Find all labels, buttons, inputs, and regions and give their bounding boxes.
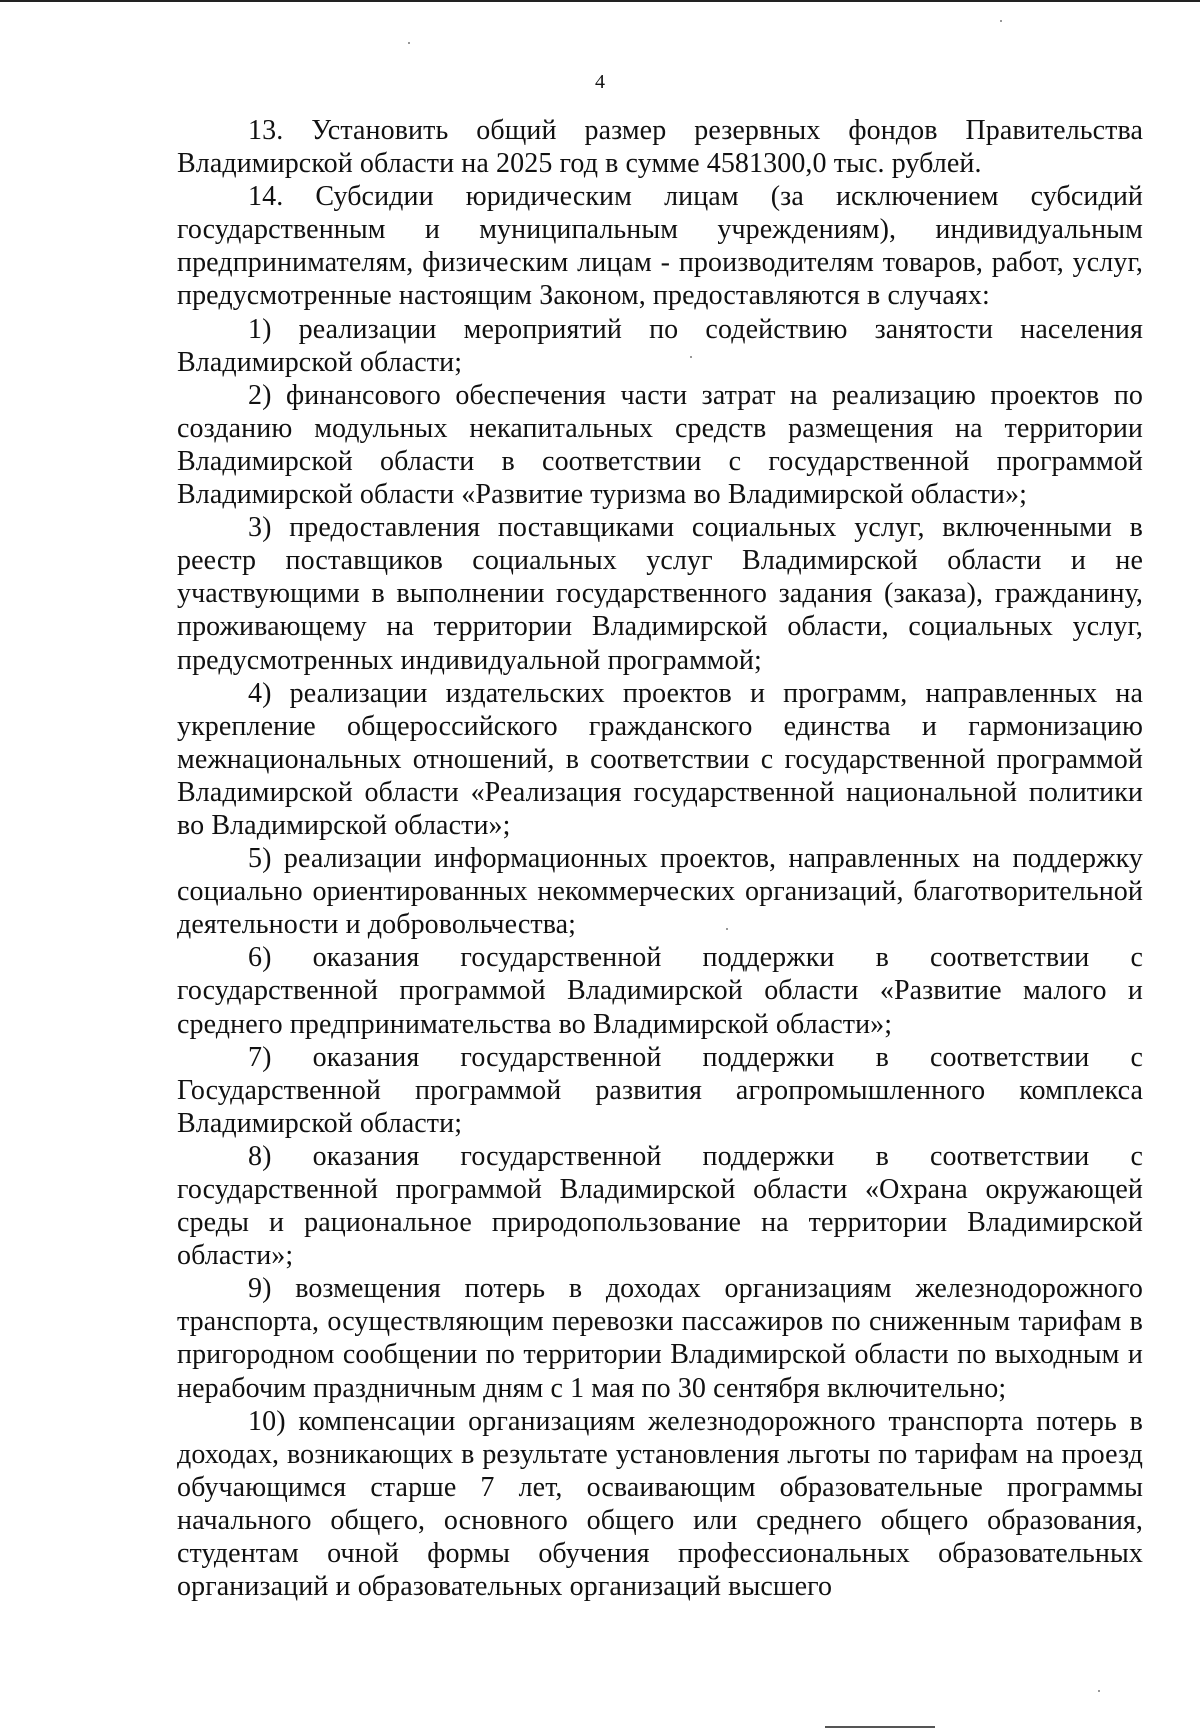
page-number: 4: [595, 71, 605, 93]
list-item-3: 3) предоставления поставщиками социальных услуг, включенными в реестр поставщиков социальных услуг Владимирской области и не участвующими в выполнении государственного задания (заказа), гражданину, проживающему на территории Владимирской области, социальных услуг, предусмотренных индивидуальной программой;: [177, 512, 1143, 676]
list-item-10: 10) компенсации организациям железнодорожного транспорта потерь в доходах, возникающих в результате установления льготы по тарифам на проезд обучающимся старше 7 лет, осваивающим образовательные программы начального общего, основного общего или среднего общего образования, студентам очной формы обучения профессиональных образовательных организаций и образовательных организаций высшего: [177, 1405, 1143, 1603]
scan-speck: [1000, 20, 1002, 22]
top-edge-rule: [0, 0, 1200, 2]
bottom-edge-mark: [825, 1726, 935, 1728]
paragraph-14: 14. Субсидии юридическим лицам (за исключением субсидий государственным и муниципальным учреждениям), индивидуальным предпринимателям, физическим лицам - производителям товаров, работ, услуг, предусмотренные настоящим Законом, предоставляются в случаях:: [177, 181, 1143, 312]
list-item-2: 2) финансового обеспечения части затрат на реализацию проектов по созданию модульных некапитальных средств размещения на территории Владимирской области в соответствии с государственной программой Владимирской области «Развитие туризма во Владимирской области»;: [177, 379, 1143, 511]
scan-speck: [726, 928, 728, 930]
list-item-8: 8) оказания государственной поддержки в соответствии с государственной программой Владимирской области «Охрана окружающей среды и рациональное природопользование на территории Владимирской области»;: [177, 1140, 1143, 1272]
list-item-5: 5) реализации информационных проектов, направленных на поддержку социально ориентированных некоммерческих организаций, благотворительной деятельности и добровольчества;: [177, 843, 1143, 941]
list-item-4: 4) реализации издательских проектов и программ, направленных на укрепление общероссийского гражданского единства и гармонизацию межнациональных отношений, в соответствии с государственной программой Владимирской области «Реализация государственной национальной политики во Владимирской области»;: [177, 677, 1143, 841]
scan-speck: [408, 42, 410, 44]
document-body: [177, 114, 1143, 1603]
list-item-1: 1) реализации мероприятий по содействию занятости населения Владимирской области;: [177, 313, 1143, 378]
list-item-7: 7) оказания государственной поддержки в соответствии с Государственной программой развития агропромышленного комплекса Владимирской области;: [177, 1041, 1143, 1139]
list-item-9: 9) возмещения потерь в доходах организациям железнодорожного транспорта, осуществляющим перевозки пассажиров по сниженным тарифам в пригородном сообщении по территории Владимирской области по выходным и нерабочим праздничным дням с 1 мая по 30 сентября включительно;: [177, 1273, 1143, 1404]
scan-speck: [690, 356, 692, 358]
paragraph-13: 13. Установить общий размер резервных фондов Правительства Владимирской области на 2025 год в сумме 4581300,0 тыс. рублей.: [177, 115, 1143, 180]
scan-speck: [1098, 1690, 1100, 1692]
list-item-6: 6) оказания государственной поддержки в соответствии с государственной программой Владимирской области «Развитие малого и среднего предпринимательства во Владимирской области»;: [177, 942, 1143, 1040]
